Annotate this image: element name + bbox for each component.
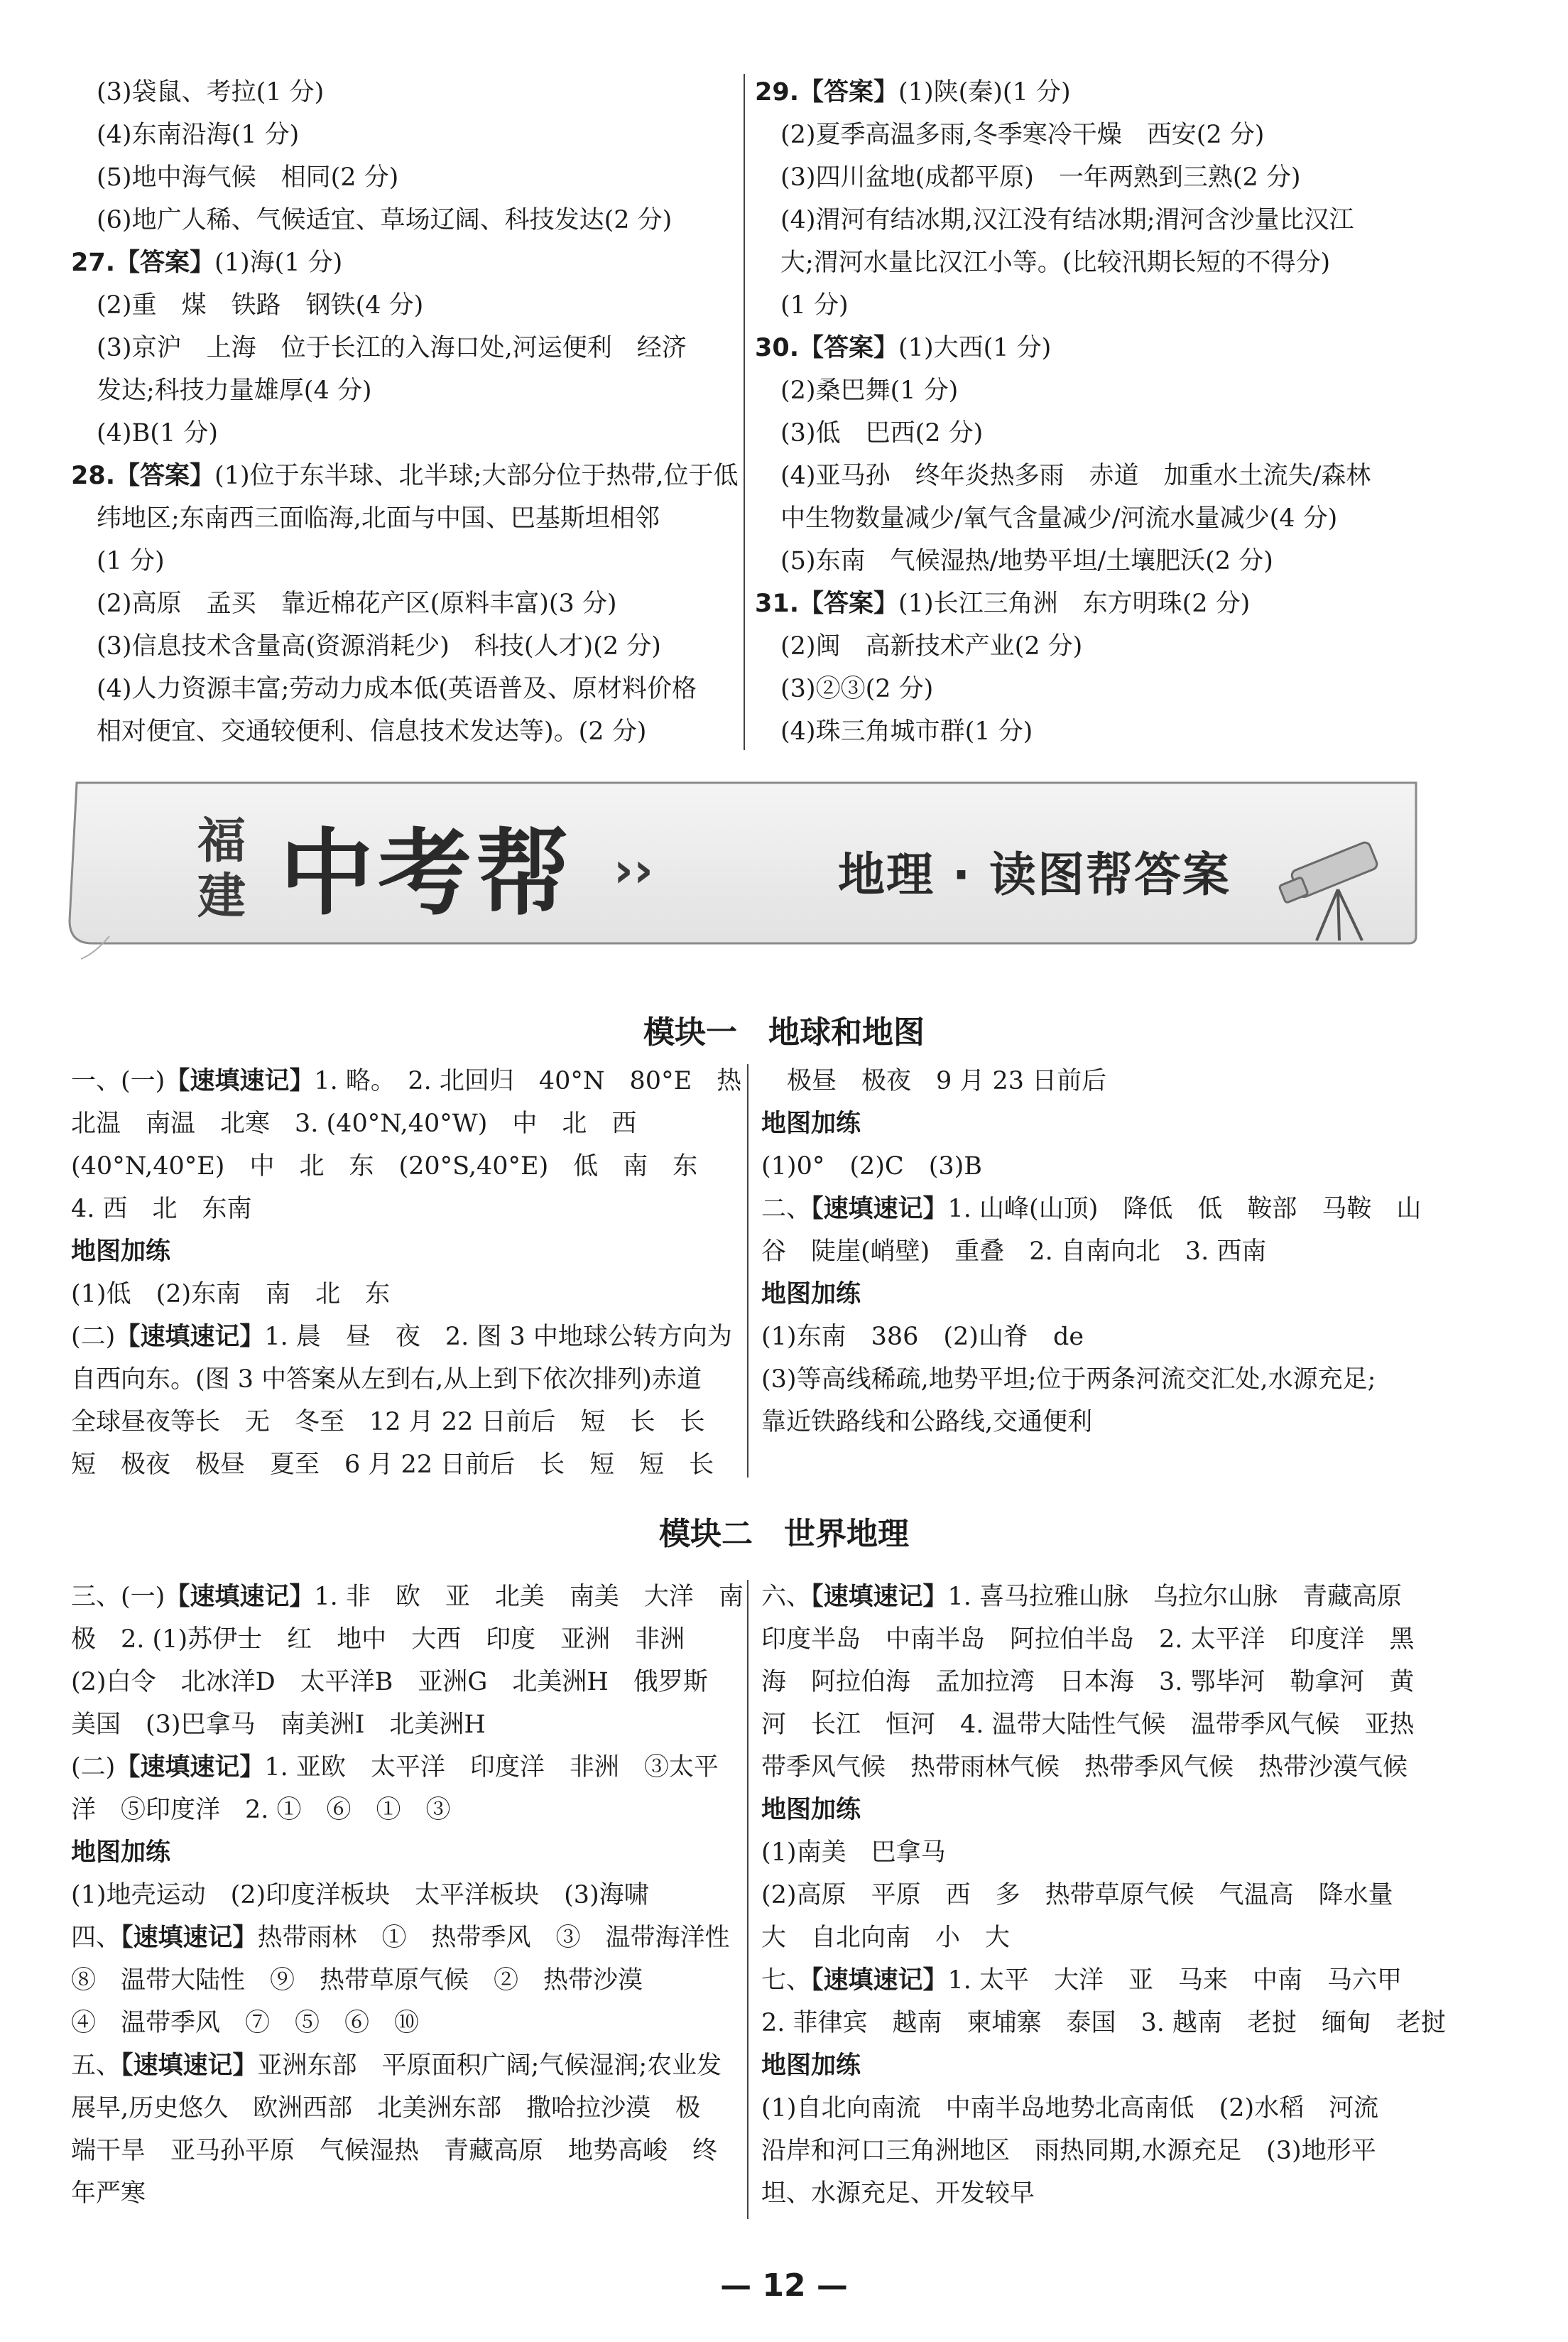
answer-line xyxy=(71,1959,735,2002)
answer-text: (3)②③(2 分) xyxy=(780,675,934,703)
answer-line xyxy=(755,412,1437,455)
answer-line xyxy=(71,156,735,199)
answer-text: 1. 非 欧 亚 北美 南美 大洋 南 xyxy=(314,1583,744,1611)
question-number: 27. xyxy=(71,249,116,277)
answer-text: (2)桑巴舞(1 分) xyxy=(780,376,959,405)
answer-line xyxy=(71,1703,735,1746)
column-divider xyxy=(744,74,745,750)
question-number: 29. xyxy=(755,78,800,107)
answers-right-column xyxy=(755,71,1437,753)
answer-text: (1)陕(秦)(1 分) xyxy=(898,78,1071,107)
answer-line xyxy=(761,1401,1443,1443)
answer-tag: 【答案】 xyxy=(799,334,899,362)
answer-text: (2)闽 高新技术产业(2 分) xyxy=(780,632,1083,661)
answer-text: 年严寒 xyxy=(71,2179,146,2208)
answer-text: (2)高原 平原 西 多 热带草原气候 气温高 降水量 xyxy=(761,1881,1393,1909)
banner-region-char-1: 福 xyxy=(197,813,246,869)
answer-text: 4. 西 北 东南 xyxy=(71,1195,252,1223)
answer-text: (1)位于东半球、北半球;大部分位于热带,位于低 xyxy=(214,462,739,490)
question-line xyxy=(761,1959,1443,2002)
answer-text: 2. 菲律宾 越南 柬埔寨 泰国 3. 越南 老挝 缅甸 老挝 xyxy=(761,2009,1447,2037)
answer-text: 带季风气候 热带雨林气候 热带季风气候 热带沙漠气候 xyxy=(761,1753,1408,1782)
answer-line xyxy=(71,2087,735,2130)
answer-text: 大 自北向南 小 大 xyxy=(761,1924,1011,1952)
answer-text: (4)亚马孙 终年炎热多雨 赤道 加重水土流失/森林 xyxy=(780,462,1371,490)
question-number: 28. xyxy=(71,462,116,490)
module2-right-column xyxy=(761,1576,1447,2215)
answer-text: 短 极夜 极昼 夏至 6 月 22 日前后 长 短 短 长 xyxy=(71,1451,714,1479)
answer-text: (6)地广人稀、气候适宜、草场辽阔、科技发达(2 分) xyxy=(97,206,673,234)
answer-line xyxy=(71,1401,735,1443)
section-prefix: (二) xyxy=(71,1323,116,1351)
answer-line xyxy=(761,1316,1443,1358)
answer-text: 全球昼夜等长 无 冬至 12 月 22 日前后 短 长 长 xyxy=(71,1408,705,1436)
answer-tag: 【速填速记】 xyxy=(165,1067,315,1095)
answer-line xyxy=(761,1831,1443,1874)
answer-tag: 【答案】 xyxy=(115,249,215,277)
answer-line xyxy=(761,2172,1443,2215)
answer-text: (4)珠三角城市群(1 分) xyxy=(780,717,1033,746)
answer-line xyxy=(71,2172,735,2215)
answer-text: 河 长江 恒河 4. 温带大陆性气候 温带季风气候 亚热 xyxy=(761,1711,1415,1739)
answer-line xyxy=(71,1443,735,1486)
answer-line xyxy=(761,1618,1443,1661)
question-line xyxy=(761,1576,1443,1618)
answer-line xyxy=(71,1273,735,1316)
subsection-heading-text: 地图加练 xyxy=(71,1838,171,1867)
answer-line xyxy=(755,497,1437,540)
answer-text: (3)京沪 上海 位于长江的入海口处,河运便利 经济 xyxy=(97,334,687,362)
answer-line xyxy=(761,1874,1443,1917)
answer-text: 发达;科技力量雄厚(4 分) xyxy=(97,376,372,405)
answer-line xyxy=(761,1703,1443,1746)
answer-line xyxy=(755,540,1437,582)
answer-line xyxy=(755,668,1437,710)
banner-brand: 中考帮 xyxy=(280,819,574,928)
answer-line xyxy=(761,2002,1447,2044)
answer-text: (3)低 巴西(2 分) xyxy=(780,419,984,448)
answer-tag: 【速填速记】 xyxy=(811,1966,948,1995)
answer-line xyxy=(71,2130,735,2172)
answer-text: 1. 太平 大洋 亚 马来 中南 马六甲 xyxy=(947,1966,1403,1995)
section-prefix: 四、 xyxy=(71,1924,121,1952)
module2-title: 模块二 世界地理 xyxy=(659,1516,909,1552)
subsection-heading xyxy=(761,1273,1443,1316)
answer-text: (1)大西(1 分) xyxy=(898,334,1052,362)
answer-text: 1. 山峰(山顶) 降低 低 鞍部 马鞍 山 xyxy=(947,1195,1422,1223)
question-line xyxy=(71,1060,742,1102)
answer-line xyxy=(761,1358,1443,1401)
question-line xyxy=(761,1188,1443,1230)
answer-text: (4)东南沿海(1 分) xyxy=(97,121,300,149)
answer-text: (3)信息技术含量高(资源消耗少) 科技(人才)(2 分) xyxy=(97,632,661,661)
answer-text: (1)东南 386 (2)山脊 de xyxy=(761,1323,1084,1351)
answer-text: 印度半岛 中南半岛 阿拉伯半岛 2. 太平洋 印度洋 黑 xyxy=(761,1625,1415,1654)
subsection-heading-text: 地图加练 xyxy=(71,1237,171,1266)
answer-line xyxy=(755,284,1437,327)
module1-left-column xyxy=(71,1060,742,1486)
answer-tag: 【速填速记】 xyxy=(115,1753,265,1782)
answer-text: 洋 ⑤印度洋 2. ① ⑥ ① ③ xyxy=(71,1796,451,1824)
answer-line xyxy=(71,497,735,540)
answer-text: 北温 南温 北寒 3. (40°N,40°W) 中 北 西 xyxy=(71,1110,637,1138)
answers-left-column xyxy=(71,71,739,753)
section-prefix: (二) xyxy=(71,1753,116,1782)
question-number: 30. xyxy=(755,334,800,362)
answer-tag: 【速填速记】 xyxy=(165,1583,315,1611)
answer-text: 沿岸和河口三角洲地区 雨热同期,水源充足 (3)地形平 xyxy=(761,2137,1376,2165)
answer-line xyxy=(755,199,1437,242)
answer-text: 1. 喜马拉雅山脉 乌拉尔山脉 青藏高原 xyxy=(947,1583,1403,1611)
question-line xyxy=(755,327,1437,369)
answer-text: (1 分) xyxy=(97,547,165,575)
answer-line xyxy=(71,412,735,455)
answer-line xyxy=(761,1661,1443,1703)
subsection-heading-text: 地图加练 xyxy=(761,1796,861,1824)
answer-line xyxy=(761,2087,1443,2130)
answer-text: (1)低 (2)东南 南 北 东 xyxy=(71,1280,391,1308)
answer-line xyxy=(761,1917,1443,1959)
answer-tag: 【速填速记】 xyxy=(121,2051,258,2080)
answer-text: (2)白令 北冰洋D 太平洋B 亚洲G 北美洲H 俄罗斯 xyxy=(71,1668,708,1696)
answer-text: 1. 亚欧 太平洋 印度洋 非洲 ③太平 xyxy=(264,1753,719,1782)
answer-text: (3)等高线稀疏,地势平坦;位于两条河流交汇处,水源充足; xyxy=(761,1365,1376,1394)
question-line xyxy=(71,2044,735,2087)
answer-text: (1)长江三角洲 东方明珠(2 分) xyxy=(898,590,1251,618)
answer-text: 美国 (3)巴拿马 南美洲I 北美洲H xyxy=(71,1711,486,1739)
section-prefix: 三、(一) xyxy=(71,1583,165,1611)
module1-title: 模块一 地球和地图 xyxy=(643,1014,925,1051)
answer-text: (2)夏季高温多雨,冬季寒冷干燥 西安(2 分) xyxy=(780,121,1265,149)
answer-text: (40°N,40°E) 中 北 东 (20°S,40°E) 低 南 东 xyxy=(71,1152,698,1181)
question-line xyxy=(755,582,1437,625)
answer-line xyxy=(71,540,735,582)
answer-text: 海 阿拉伯海 孟加拉湾 日本海 3. 鄂毕河 勒拿河 黄 xyxy=(761,1668,1415,1696)
answer-text: (4)人力资源丰富;劳动力成本低(英语普及、原材料价格 xyxy=(97,675,697,703)
answer-text: (1)海(1 分) xyxy=(214,249,343,277)
question-line xyxy=(71,1746,735,1789)
subsection-heading-text: 地图加练 xyxy=(761,1110,861,1138)
answer-text: (2)重 煤 铁路 钢铁(4 分) xyxy=(97,291,424,320)
answer-text: 1. 略。 2. 北回归 40°N 80°E 热 xyxy=(314,1067,742,1095)
answer-text: 展早,历史悠久 欧洲西部 北美洲东部 撒哈拉沙漠 极 xyxy=(71,2094,701,2123)
answer-line xyxy=(71,2002,735,2044)
answer-text: 坦、水源充足、开发较早 xyxy=(761,2179,1035,2208)
subsection-heading xyxy=(761,1789,1443,1831)
answer-text: 大;渭河水量比汉江小等。(比较汛期长短的不得分) xyxy=(780,249,1331,277)
question-line xyxy=(71,1576,744,1618)
answer-text: 极昼 极夜 9 月 23 日前后 xyxy=(787,1067,1107,1095)
column-divider xyxy=(747,1580,748,2219)
answer-text: (4)B(1 分) xyxy=(97,419,219,448)
answer-text: 靠近铁路线和公路线,交通便利 xyxy=(761,1408,1093,1436)
chevron-right-icon: ›› xyxy=(614,842,654,899)
answer-text: 1. 晨 昼 夜 2. 图 3 中地球公转方向为 xyxy=(264,1323,732,1351)
answer-text: 端干旱 亚马孙平原 气候湿热 青藏高原 地势高峻 终 xyxy=(71,2137,718,2165)
answer-tag: 【答案】 xyxy=(115,462,215,490)
answer-line xyxy=(71,369,735,412)
answer-line xyxy=(755,114,1437,156)
answer-text: (1)南美 巴拿马 xyxy=(761,1838,946,1867)
section-prefix: 五、 xyxy=(71,2051,121,2080)
answer-tag: 【速填速记】 xyxy=(121,1924,258,1952)
answer-tag: 【速填速记】 xyxy=(811,1583,948,1611)
answer-tag: 【速填速记】 xyxy=(115,1323,265,1351)
subsection-heading xyxy=(71,1230,735,1273)
answer-text: (1)自北向南流 中南半岛地势北高南低 (2)水稻 河流 xyxy=(761,2094,1379,2123)
answer-line xyxy=(71,1789,735,1831)
answer-text: (3)袋鼠、考拉(1 分) xyxy=(97,78,325,107)
answer-tag: 【速填速记】 xyxy=(811,1195,948,1223)
answer-line xyxy=(71,199,735,242)
answer-line xyxy=(71,114,735,156)
answer-line xyxy=(71,625,735,668)
answer-text: (1)0° (2)C (3)B xyxy=(761,1152,983,1181)
answer-line xyxy=(71,1618,735,1661)
subsection-heading xyxy=(761,1102,1443,1145)
answer-line xyxy=(761,1145,1443,1188)
answer-text: 热带雨林 ① 热带季风 ③ 温带海洋性 xyxy=(257,1924,730,1952)
answer-text: (1 分) xyxy=(780,291,849,320)
column-divider xyxy=(747,1064,748,1478)
question-number: 31. xyxy=(755,590,800,618)
banner-region-char-2: 建 xyxy=(197,869,246,925)
answer-line xyxy=(71,1102,735,1145)
answer-line xyxy=(755,156,1437,199)
answer-line xyxy=(71,284,735,327)
answer-tag: 【答案】 xyxy=(799,78,899,107)
answer-line xyxy=(755,455,1437,497)
answer-text: (5)地中海气候 相同(2 分) xyxy=(97,163,399,192)
answer-text: ④ 温带季风 ⑦ ⑤ ⑥ ⑩ xyxy=(71,2009,420,2037)
answer-text: 谷 陡崖(峭壁) 重叠 2. 自南向北 3. 西南 xyxy=(761,1237,1267,1266)
answer-line xyxy=(755,369,1437,412)
subsection-heading-text: 地图加练 xyxy=(761,1280,861,1308)
question-line xyxy=(71,455,739,497)
answer-text: 极 2. (1)苏伊士 红 地中 大西 印度 亚洲 非洲 xyxy=(71,1625,685,1654)
answer-text: 亚洲东部 平原面积广阔;气候湿润;农业发 xyxy=(257,2051,722,2080)
section-prefix: 一、(一) xyxy=(71,1067,165,1095)
banner-subtitle: 地理 · 读图帮答案 xyxy=(838,847,1231,902)
answer-line xyxy=(755,242,1437,284)
answer-line xyxy=(755,625,1437,668)
answer-text: 纬地区;东南西三面临海,北面与中国、巴基斯坦相邻 xyxy=(97,504,660,533)
answer-line xyxy=(71,71,735,114)
section-prefix: 七、 xyxy=(761,1966,812,1995)
answer-text: (5)东南 气候湿热/地势平坦/土壤肥沃(2 分) xyxy=(780,547,1273,575)
answer-line xyxy=(71,1661,735,1703)
answer-line xyxy=(755,710,1437,753)
answer-tag: 【答案】 xyxy=(799,590,899,618)
answer-line xyxy=(761,2130,1443,2172)
subsection-heading xyxy=(71,1831,735,1874)
answer-text: ⑧ 温带大陆性 ⑨ 热带草原气候 ② 热带沙漠 xyxy=(71,1966,643,1995)
answer-text: (4)渭河有结冰期,汉江没有结冰期;渭河含沙量比汉江 xyxy=(780,206,1354,234)
answer-text: (3)四川盆地(成都平原) 一年两熟到三熟(2 分) xyxy=(780,163,1301,192)
answer-line xyxy=(71,1358,735,1401)
subsection-heading xyxy=(761,2044,1443,2087)
question-line xyxy=(71,1917,735,1959)
answer-line xyxy=(71,668,735,710)
section-prefix: 六、 xyxy=(761,1583,812,1611)
answer-line xyxy=(71,1188,735,1230)
answer-text: (2)高原 孟买 靠近棉花产区(原料丰富)(3 分) xyxy=(97,590,617,618)
subsection-heading-text: 地图加练 xyxy=(761,2051,861,2080)
module2-left-column xyxy=(71,1576,744,2215)
section-banner xyxy=(67,769,1425,965)
answer-text: 相对便宜、交通较便利、信息技术发达等)。(2 分) xyxy=(97,717,647,746)
answer-text: 中生物数量减少/氧气含量减少/河流水量减少(4 分) xyxy=(780,504,1338,533)
answer-line xyxy=(761,1746,1443,1789)
answer-line xyxy=(71,582,735,625)
module1-right-column xyxy=(761,1060,1443,1443)
answer-line xyxy=(761,1230,1443,1273)
section-prefix: 二、 xyxy=(761,1195,812,1223)
answer-line xyxy=(71,1145,735,1188)
question-line xyxy=(71,1316,735,1358)
answer-line xyxy=(71,327,735,369)
answer-line xyxy=(71,710,735,753)
question-line xyxy=(71,242,735,284)
page-number: — 12 — xyxy=(720,2267,848,2304)
answer-text: (1)地壳运动 (2)印度洋板块 太平洋板块 (3)海啸 xyxy=(71,1881,649,1909)
answer-line xyxy=(761,1060,1443,1102)
answer-text: 自西向东。(图 3 中答案从左到右,从上到下依次排列)赤道 xyxy=(71,1365,702,1394)
question-line xyxy=(755,71,1437,114)
answer-line xyxy=(71,1874,735,1917)
